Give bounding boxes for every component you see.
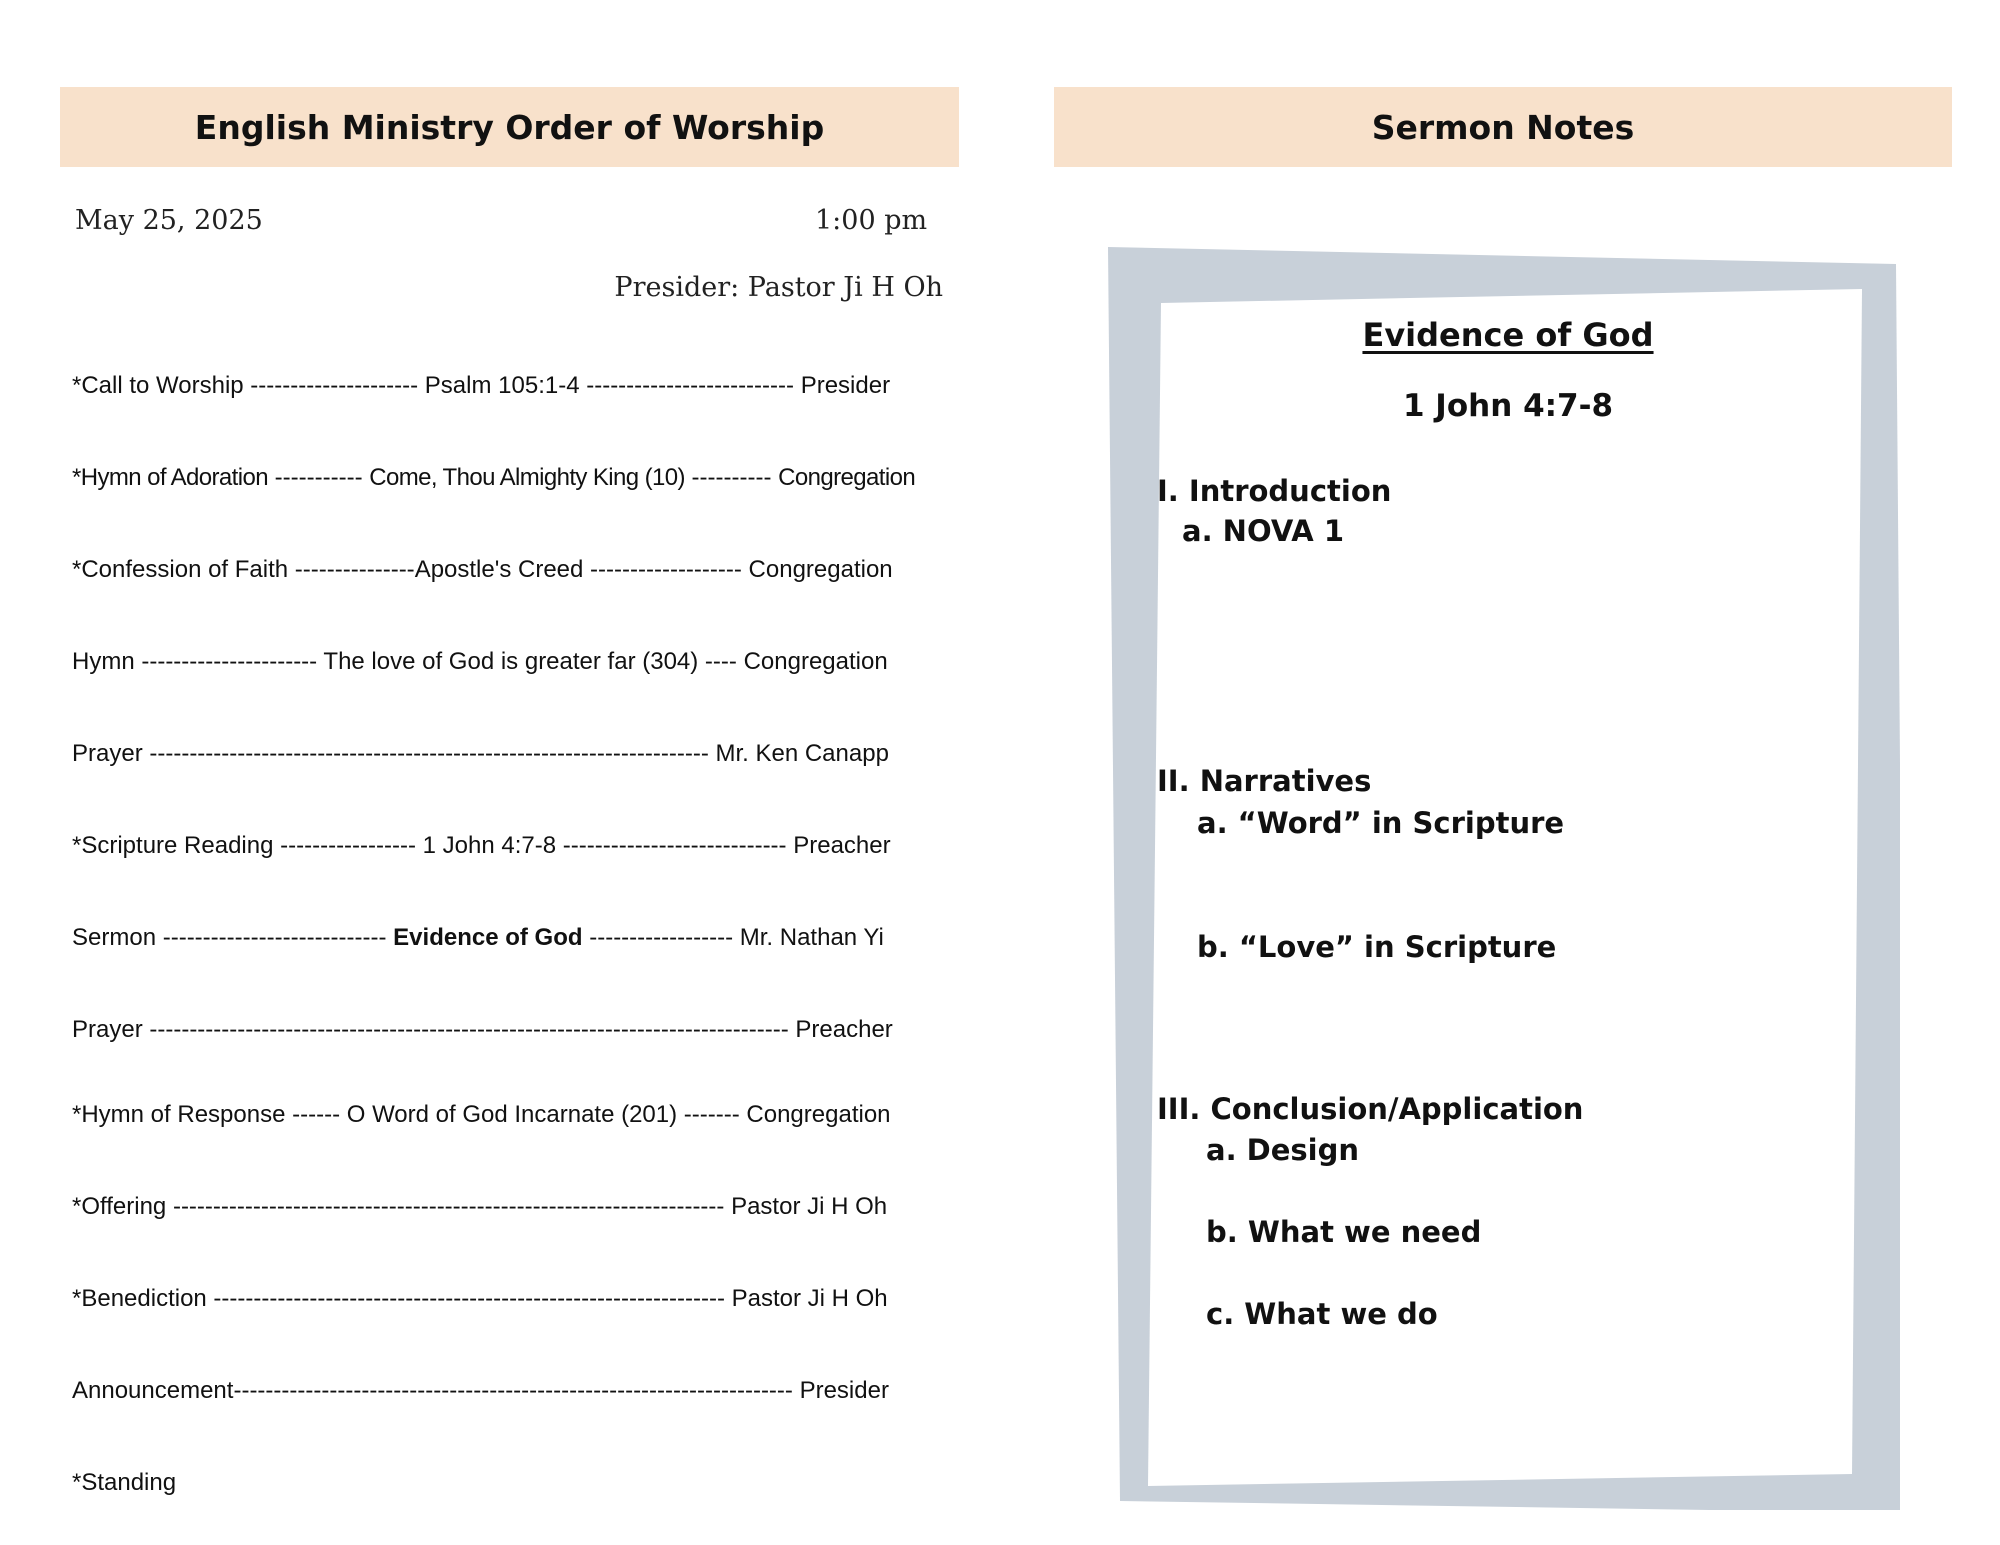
presider-line: Presider: Pastor Ji H Oh: [614, 272, 943, 303]
outline-conclusion-heading: III. Conclusion/Application: [1157, 1092, 1584, 1126]
outline-narratives-a: a. “Word” in Scripture: [1197, 806, 1565, 840]
service-time: 1:00 pm: [815, 205, 928, 236]
notes-passage: 1 John 4:7-8: [1402, 388, 1614, 424]
order-item-hymn-of-adoration: *Hymn of Adoration ----------- Come, Thou Almighty King (10) ---------- Congregation: [72, 464, 916, 491]
service-date: May 25, 2025: [75, 205, 263, 236]
order-item-offering: *Offering --------------------------------------------------------------------- Pastor Ji H Oh: [72, 1193, 888, 1220]
outline-conclusion-b: b. What we need: [1206, 1215, 1482, 1249]
outline-introduction-a: a. NOVA 1: [1182, 514, 1345, 548]
order-item-benediction: *Benediction ---------------------------------------------------------------- Pastor Ji H Oh: [72, 1285, 888, 1312]
outline-conclusion-c: c. What we do: [1206, 1297, 1438, 1331]
order-item-hymn: Hymn ---------------------- The love of God is greater far (304) ---- Congregation: [72, 648, 888, 675]
order-item-confession-of-faith: *Confession of Faith ---------------Apostle's Creed ------------------- Congregation: [72, 556, 893, 583]
outline-introduction-heading: I. Introduction: [1157, 474, 1392, 508]
outline-narratives-b: b. “Love” in Scripture: [1197, 930, 1557, 964]
sermon-notes-header: Sermon Notes: [1054, 87, 1952, 167]
order-item-prayer-1: Prayer ---------------------------------------------------------------------- Mr. Ken Canapp: [72, 740, 889, 767]
outline-narratives-heading: II. Narratives: [1157, 764, 1372, 798]
order-item-call-to-worship: *Call to Worship --------------------- Psalm 105:1-4 -------------------------- Presider: [72, 372, 891, 399]
order-of-worship-header: English Ministry Order of Worship: [60, 87, 959, 167]
sermon-title-inline: Evidence of God: [393, 924, 583, 951]
order-item-announcement: Announcement---------------------------------------------------------------------- Presider: [72, 1377, 889, 1404]
notes-sermon-title: Evidence of God: [1362, 316, 1654, 354]
order-item-hymn-of-response: *Hymn of Response ------ O Word of God Incarnate (201) ------- Congregation: [72, 1101, 891, 1128]
standing-footnote: *Standing: [72, 1469, 177, 1496]
order-item-scripture-reading: *Scripture Reading ----------------- 1 John 4:7-8 ---------------------------- Preacher: [72, 832, 891, 859]
order-item-prayer-2: Prayer -------------------------------------------------------------------------------- Preacher: [72, 1016, 893, 1043]
order-item-sermon: Sermon ---------------------------- Evidence of God ------------------ Mr. Nathan Yi: [72, 924, 884, 951]
outline-conclusion-a: a. Design: [1206, 1133, 1360, 1167]
